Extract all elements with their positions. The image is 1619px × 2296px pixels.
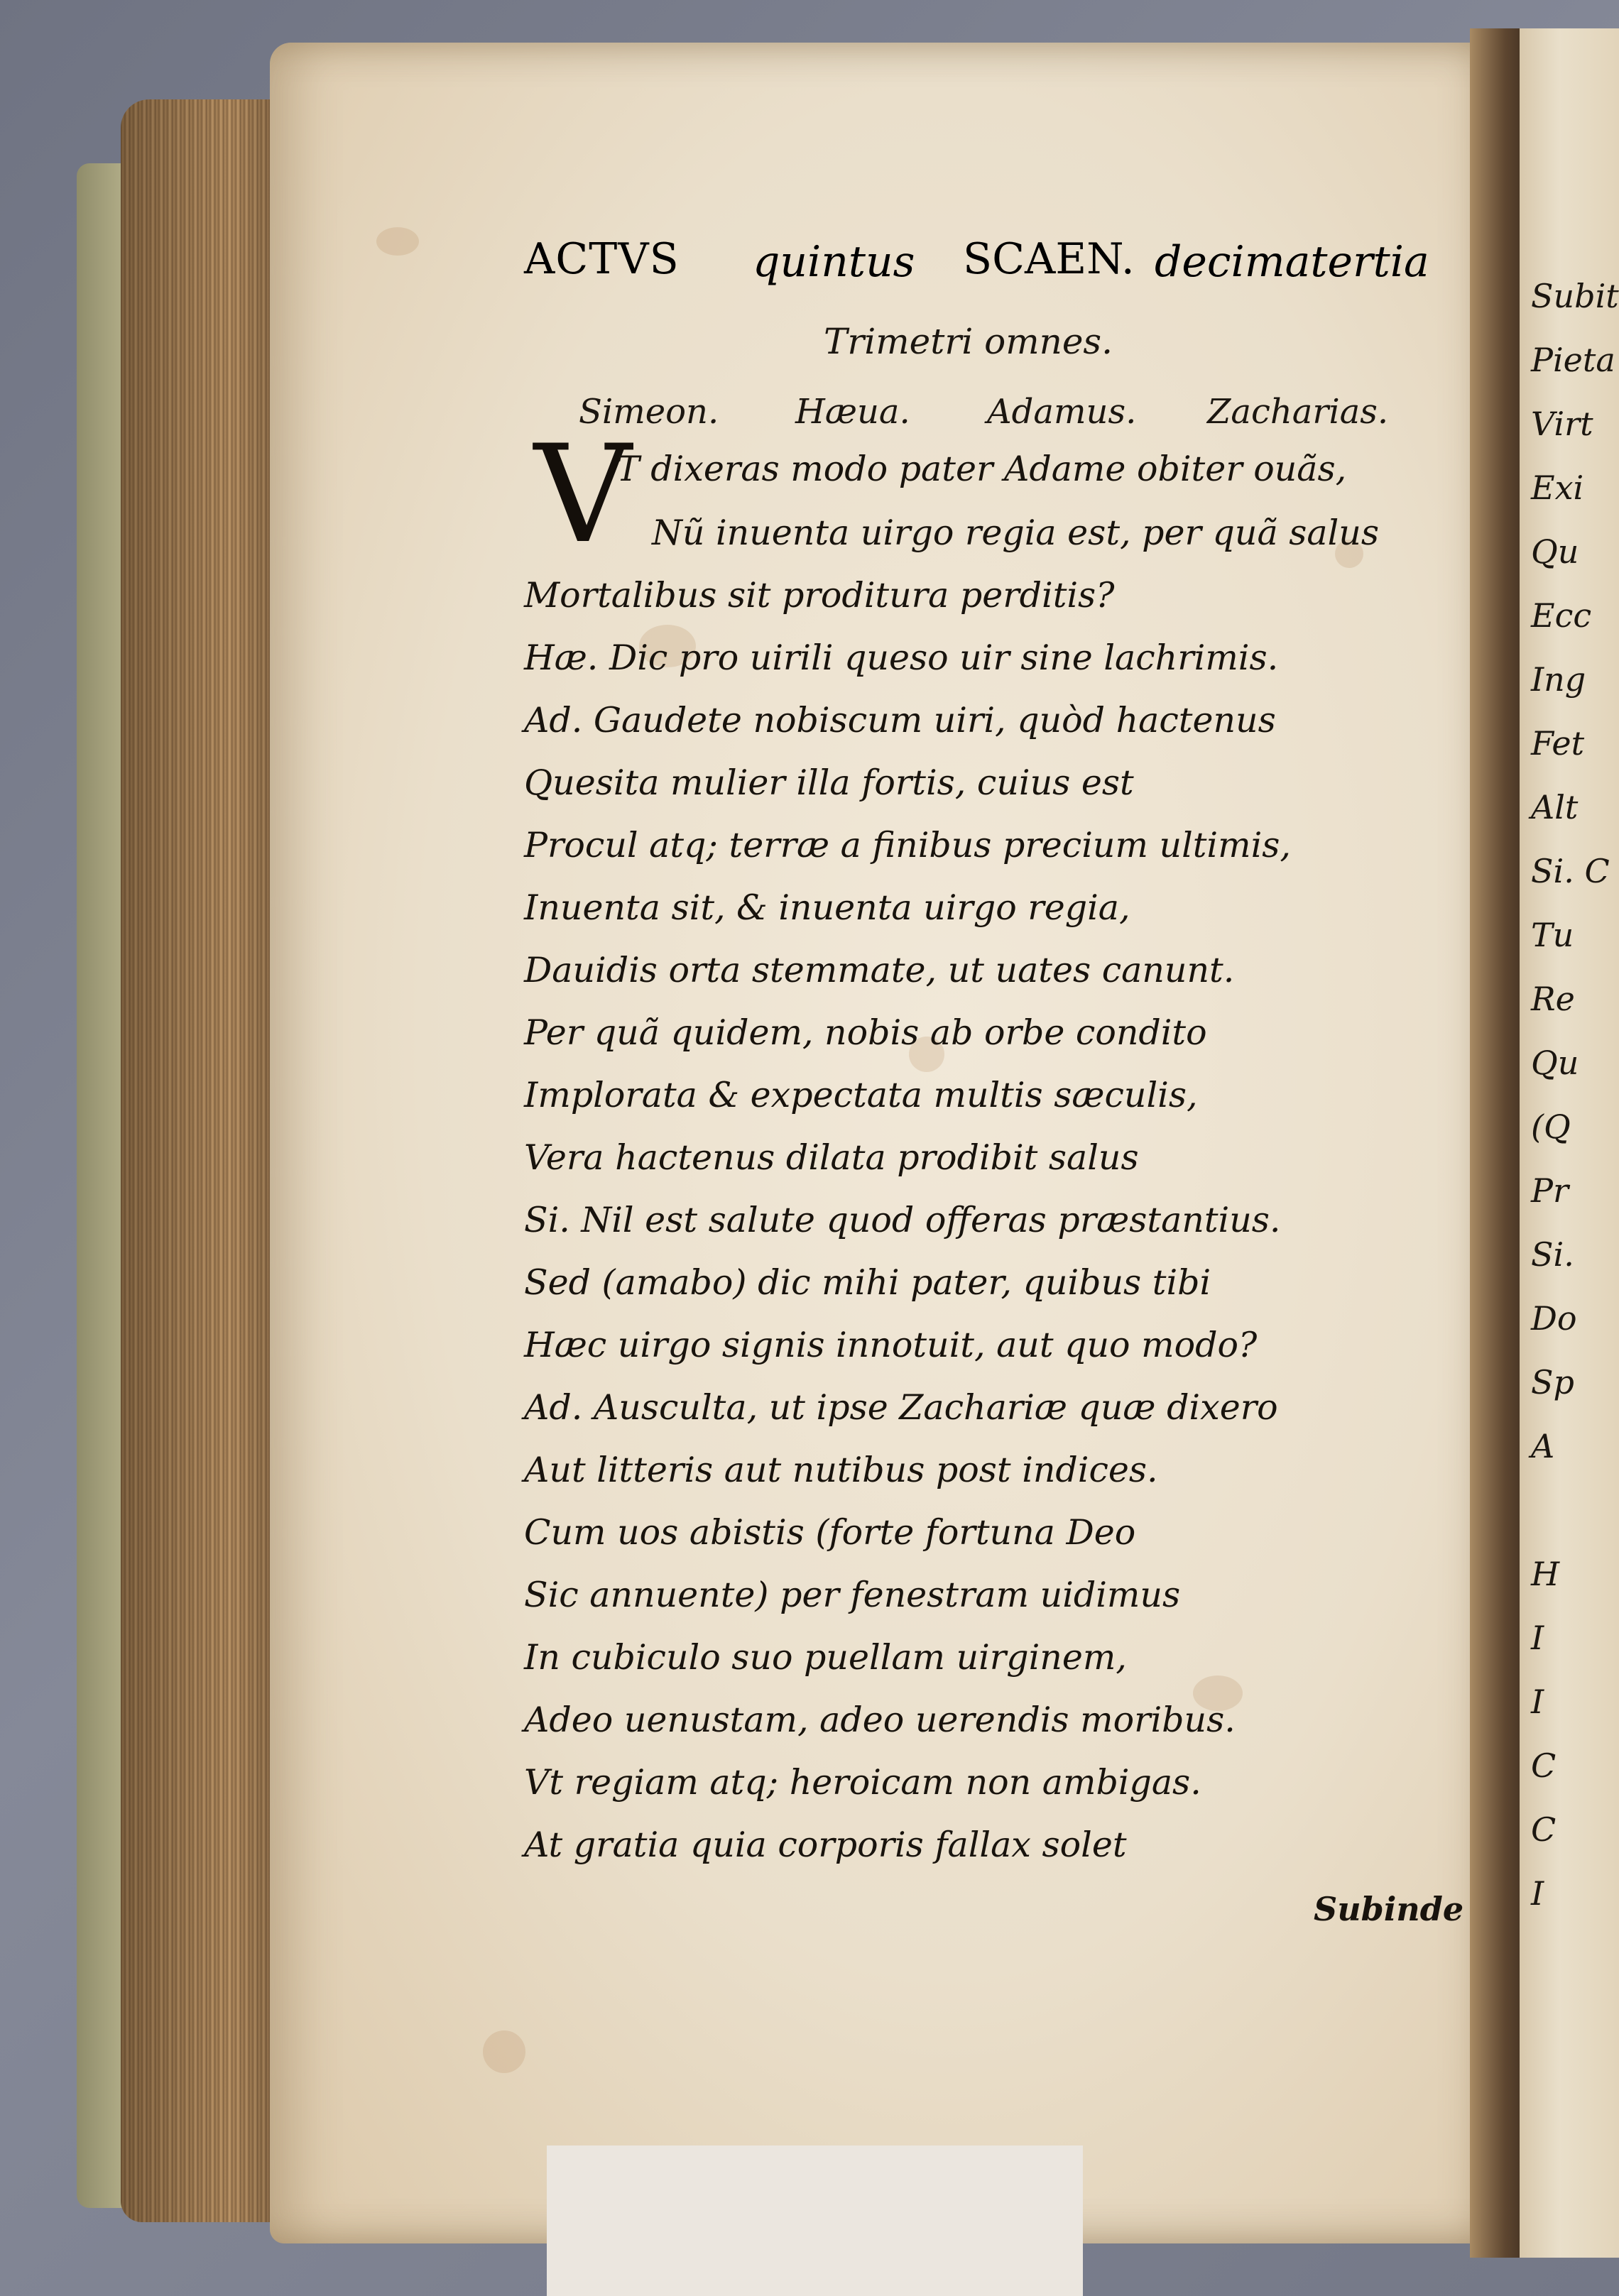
verse-line: Hæc uirgo signis innotuit, aut quo modo? [524,1325,1258,1365]
verse-line: Inuenta sit, & inuenta uirgo regia, [524,887,1130,928]
facing-line: Qu [1531,1044,1579,1082]
verse-line: Dauidis orta stemmate, ut uates canunt. [524,950,1235,990]
facing-line: Ing [1531,660,1586,699]
verse-line: Nũ inuenta uirgo regia est, per quã salus [652,513,1379,553]
verse-line: Implorata & expectata multis sæculis, [524,1075,1198,1115]
facing-line: Si. [1531,1235,1574,1274]
verse-line: Quesita mulier illa fortis, cuius est [524,762,1134,803]
verse-line: Vt regiam atq; heroicam non ambigas. [524,1762,1201,1803]
facing-line: Si. C [1531,852,1610,890]
verse-line: Vera hactenus dilata prodibit salus [524,1137,1139,1178]
verse-line: Cum uos abistis (forte fortuna Deo [524,1512,1136,1553]
facing-line: I [1531,1619,1544,1657]
speaker-name: Simeon. [579,392,719,432]
facing-line: (Q [1531,1108,1571,1146]
page-heading [524,234,1447,312]
drop-capital: V [534,416,632,573]
facing-line: I [1531,1874,1544,1913]
verse-line: In cubiculo suo puellam uirginem, [524,1637,1127,1678]
redacted-patch [547,2145,1083,2296]
facing-line: C [1531,1810,1557,1849]
verse-line: Mortalibus sit proditura perditis? [524,575,1115,616]
verse-line: Sed (amabo) dic mihi pater, quibus tibi [524,1262,1211,1303]
speaker-name: Adamus. [987,392,1137,432]
meter-subtitle: Trimetri omnes. [824,321,1113,362]
facing-line: H [1531,1555,1560,1593]
facing-line: Qu [1531,532,1579,571]
facing-line: Subit [1531,277,1619,315]
facing-line: A [1531,1427,1555,1465]
heading-actus: ACTVS [524,234,680,284]
speaker-list [0,392,1603,442]
facing-line: Virt [1531,405,1593,443]
heading-quintus: quintus [753,237,915,287]
heading-scaen: SCAEN. [963,234,1135,284]
verse-line: Per quã quidem, nobis ab orbe condito [524,1012,1207,1053]
speaker-name: Zacharias. [1207,392,1389,432]
facing-line: Pieta [1531,341,1615,379]
facing-line: Ecc [1531,596,1592,635]
verse-line: T dixeras modo pater Adame obiter ouãs, [616,449,1347,489]
facing-line: Alt [1531,788,1579,826]
verse-line: Si. Nil est salute quod offeras præstantius. [524,1200,1281,1240]
facing-line: Fet [1531,724,1585,762]
facing-page-fragment [1520,28,1619,2258]
catchword: Subinde [1314,1890,1464,1928]
facing-line: I [1531,1683,1544,1721]
heading-decima: decimatertia [1155,237,1429,287]
verse-line: Sic annuente) per fenestram uidimus [524,1575,1181,1615]
verse-line: Aut litteris aut nutibus post indices. [524,1450,1158,1490]
facing-line: Sp [1531,1363,1574,1401]
verse-line: Procul atq; terræ a finibus precium ultimis, [524,825,1291,865]
facing-line: Re [1531,980,1575,1018]
verse-line: Adeo uenustam, adeo uerendis moribus. [524,1700,1236,1740]
facing-line: Do [1531,1299,1577,1338]
facing-line: Exi [1531,469,1584,507]
verse-line: Hæ. Dic pro uirili queso uir sine lachrimis. [524,638,1279,678]
facing-line: Pr [1531,1171,1569,1210]
verse-line: Ad. Gaudete nobiscum uiri, quòd hactenus [524,700,1276,740]
facing-line: Tu [1531,916,1574,954]
verse-line: At gratia quia corporis fallax solet [524,1825,1127,1865]
speaker-name: Hæua. [795,392,910,432]
verse-line: Ad. Ausculta, ut ipse Zachariæ quæ dixero [524,1387,1278,1428]
facing-line: C [1531,1746,1557,1785]
